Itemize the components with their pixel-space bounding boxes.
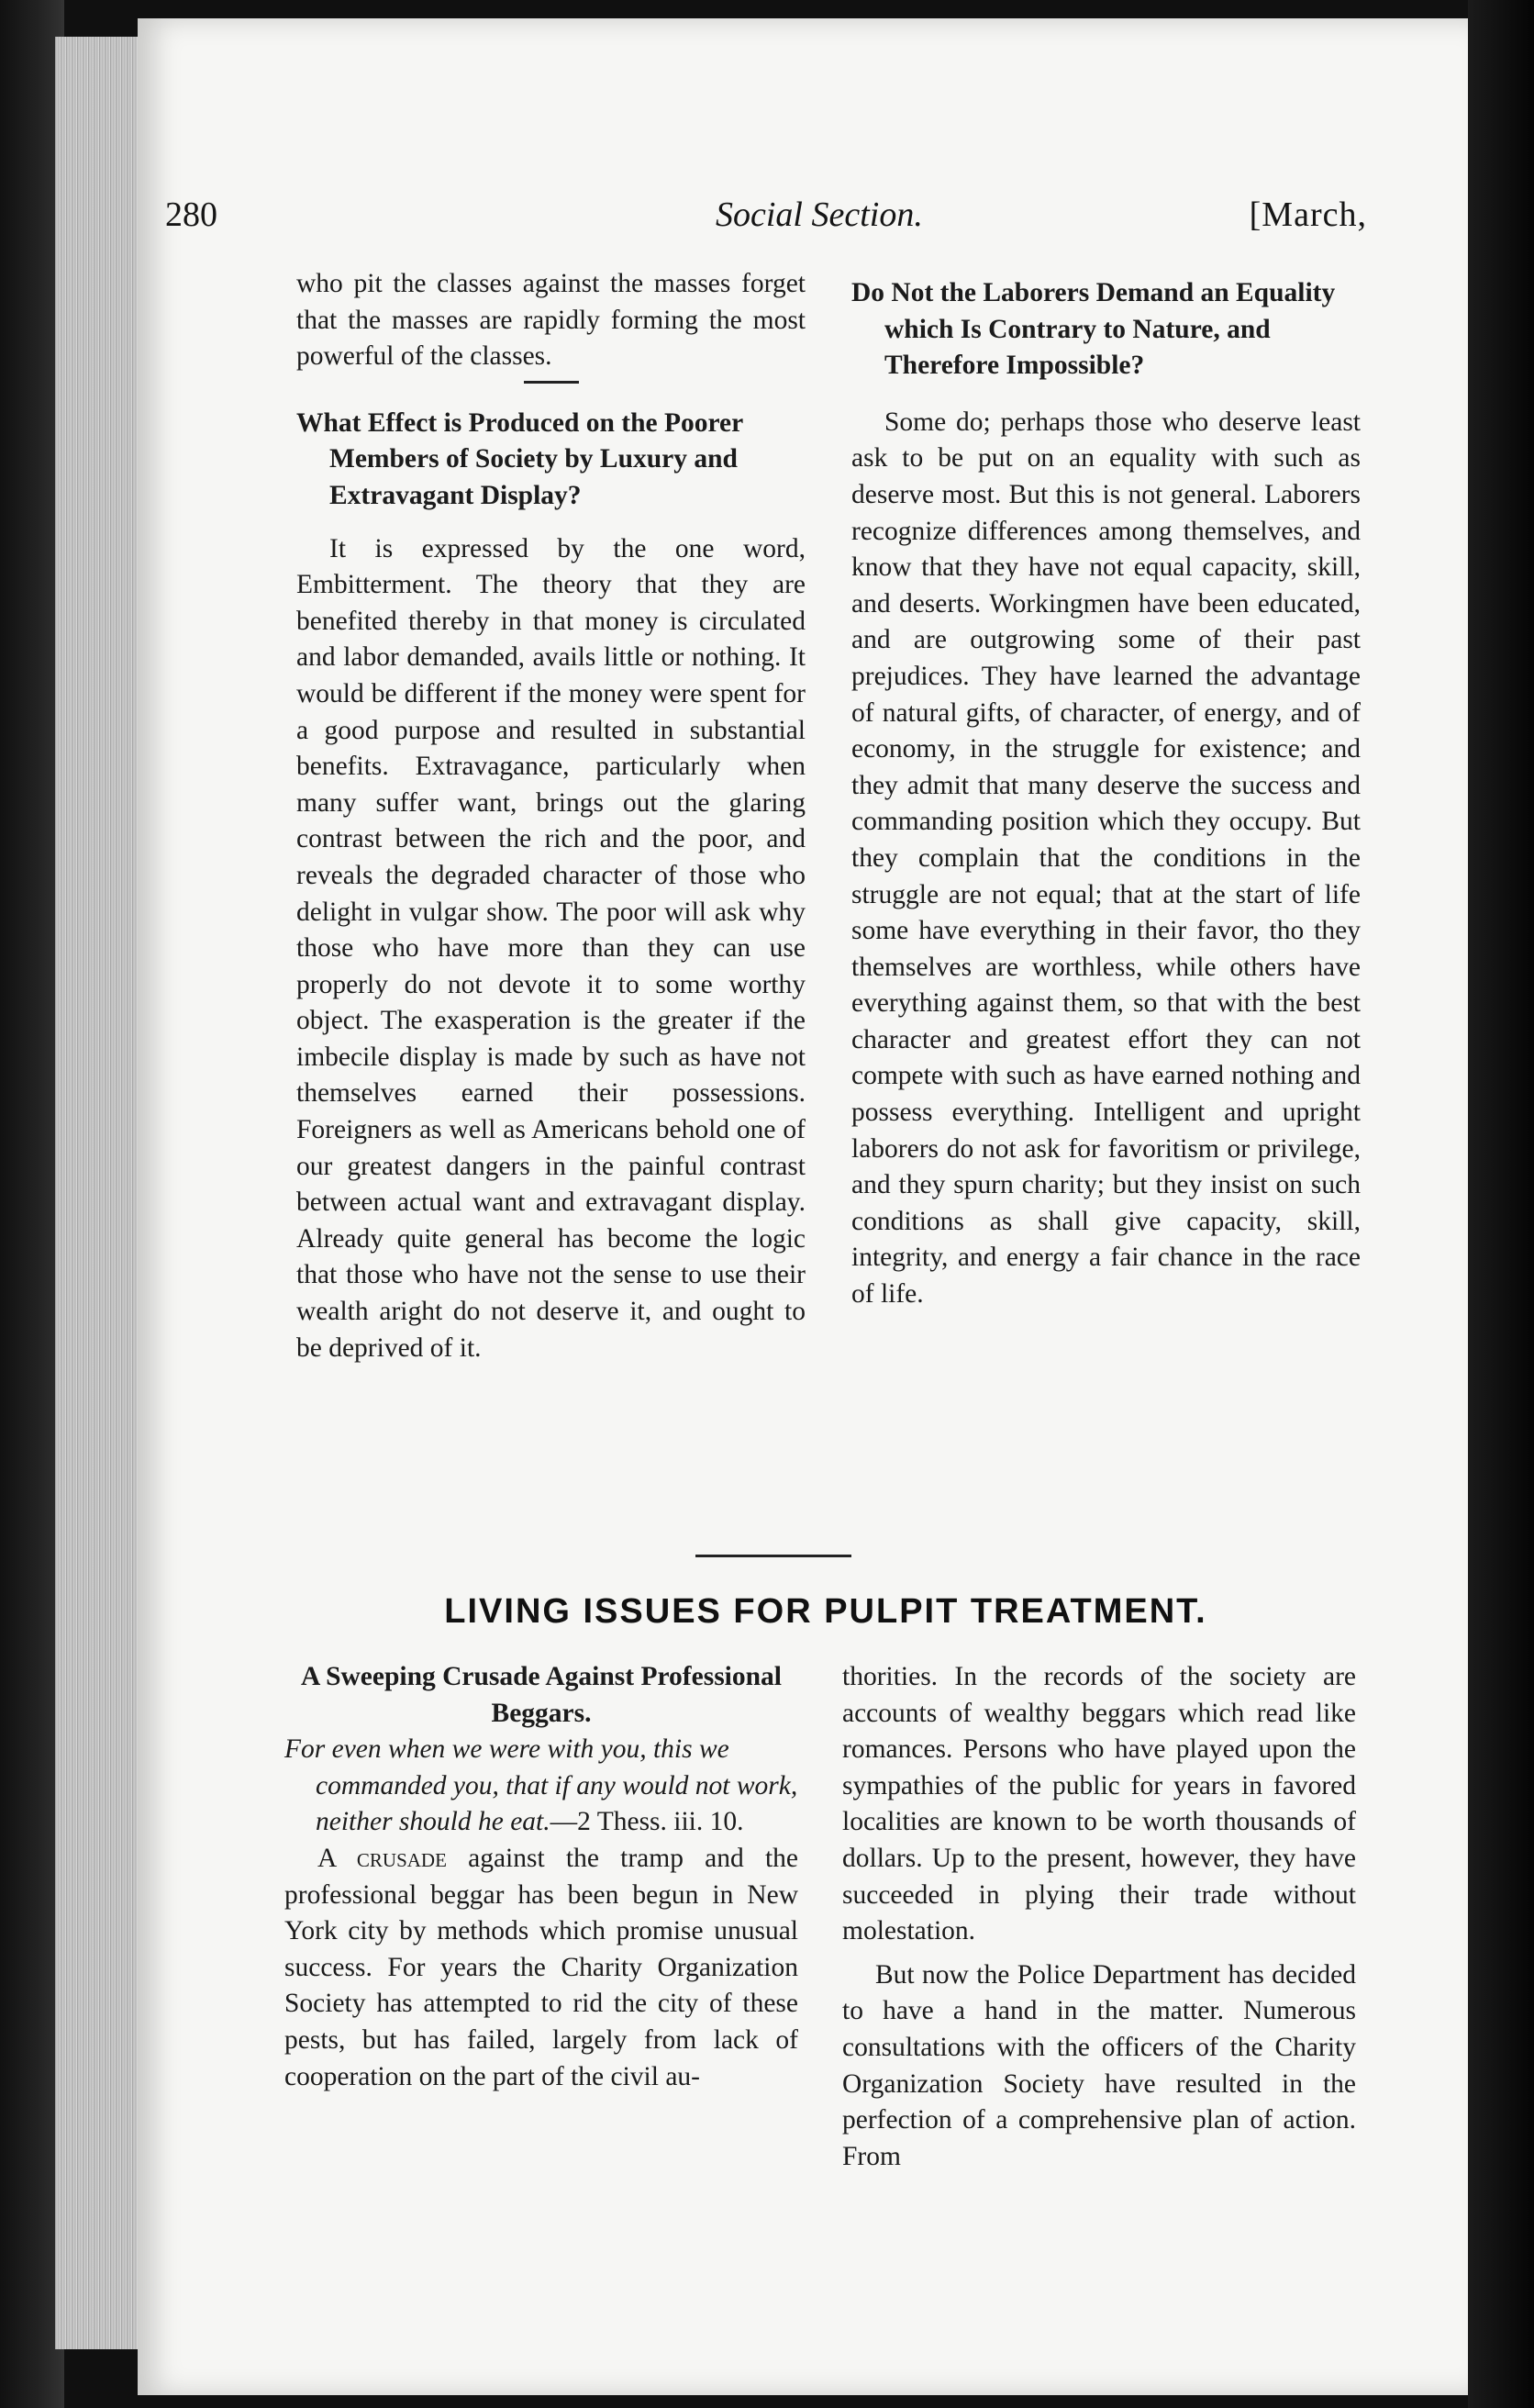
- section-divider: [695, 1555, 851, 1557]
- page-number: 280: [165, 195, 217, 234]
- column-right-bottom: [842, 1659, 1356, 2175]
- answer-paragraph-equality: Some do; perhaps those who deserve least ask to be put on an equality with such as deserve most. But this is not general. Laborers recognize differences among themselves, and know that they have not equal capacity, skill, and deserts. Workingmen have been educated, and are outgrowing some of their past prejudices. They have learned the advantage of natural gifts, of character, of energy, and of economy, in the struggle for existence; and they admit that many deserve the success and commanding position which they occupy. But they complain that the conditions in the struggle are not equal; that at the start of life some have everything in their favor, tho they themselves are worthless, while others have everything against them, so that with the best character and greatest effort they can not compete with such as have earned nothing and possess everything. Intelligent and upright laborers do not ask for favoritism or privilege, and they spurn charity; but they insist on such conditions as shall give capacity, skill, integrity, and energy a fair chance in the race of life.: [851, 407, 1361, 1310]
- article-paragraph-continued: thorities. In the records of the society are accounts of wealthy beggars which read like romances. Persons who have played upon the sympathies of the public for years in favored localities are known to be worth thousands of dollars. Up to the present, however, they have succeeded in plying their trade without molestation.: [842, 1662, 1356, 1946]
- continued-text: who pit the classes against the masses forget that the masses are rapidly forming the most powerful of the classes.: [296, 269, 806, 372]
- short-rule: [524, 381, 579, 384]
- lead-word: A crusade: [317, 1843, 447, 1873]
- column-left-bottom: [284, 1659, 798, 2095]
- section-heading: LIVING ISSUES FOR PULPIT TREATMENT.: [444, 1592, 1207, 1631]
- article-body: against the tramp and the professional beggar has been begun in New York city by methods which promise unusual success. For years the Charity Organization Society has attempted to rid the city of these pests, but has failed, largely from lack of cooperation on the part of the civil au-: [284, 1843, 798, 2091]
- article-paragraph-police: But now the Police Department has decided to have a hand in the matter. Numerous consultations with the officers of the Charity Organization Society have resulted in the perfection of a comprehensive plan of action. From: [842, 1959, 1356, 2171]
- book-binding-right: [1468, 0, 1534, 2408]
- running-head: [165, 191, 1367, 246]
- article-title: A Sweeping Crusade Against Professional Beggars.: [301, 1662, 782, 1728]
- epigraph-reference: —2 Thess. iii. 10.: [550, 1807, 744, 1837]
- column-left-top: [296, 266, 806, 1366]
- question-heading-equality: Do Not the Laborers Demand an Equality which Is Contrary to Nature, and Therefore Impossible?: [851, 278, 1336, 381]
- epigraph: [284, 1732, 798, 1841]
- answer-paragraph-luxury: It is expressed by the one word, Embitterment. The theory that they are benefited thereby in that money is circulated and labor demanded, avails little or nothing. It would be different if the money were spent for a good purpose and resulted in substantial benefits. Extravagance, particularly when many suffer want, brings out the glaring contrast between the rich and the poor, and reveals the degraded character of those who delight in vulgar show. The poor will ask why those who have more than they can use properly do not devote it to some worthy object. The exasperation is the greater if the imbecile display is made by such as have not themselves earned their possessions. Foreigners as well as Americans behold one of our greatest dangers in the painful contrast between actual want and extravagant display. Already quite general has become the logic that those who have not the sense to use their wealth aright do not deserve it, and ought to be deprived of it.: [296, 533, 806, 1363]
- running-month: [March,: [1249, 195, 1367, 234]
- epigraph-text: For even when we were with you, this we commanded you, that if any would not work, neither should he eat.: [284, 1734, 798, 1837]
- running-title: Social Section.: [716, 195, 923, 234]
- column-right-top: [851, 275, 1361, 1313]
- article-paragraph: [284, 1841, 798, 2095]
- question-heading-luxury: What Effect is Produced on the Poorer Members of Society by Luxury and Extravagant Display?: [296, 407, 743, 510]
